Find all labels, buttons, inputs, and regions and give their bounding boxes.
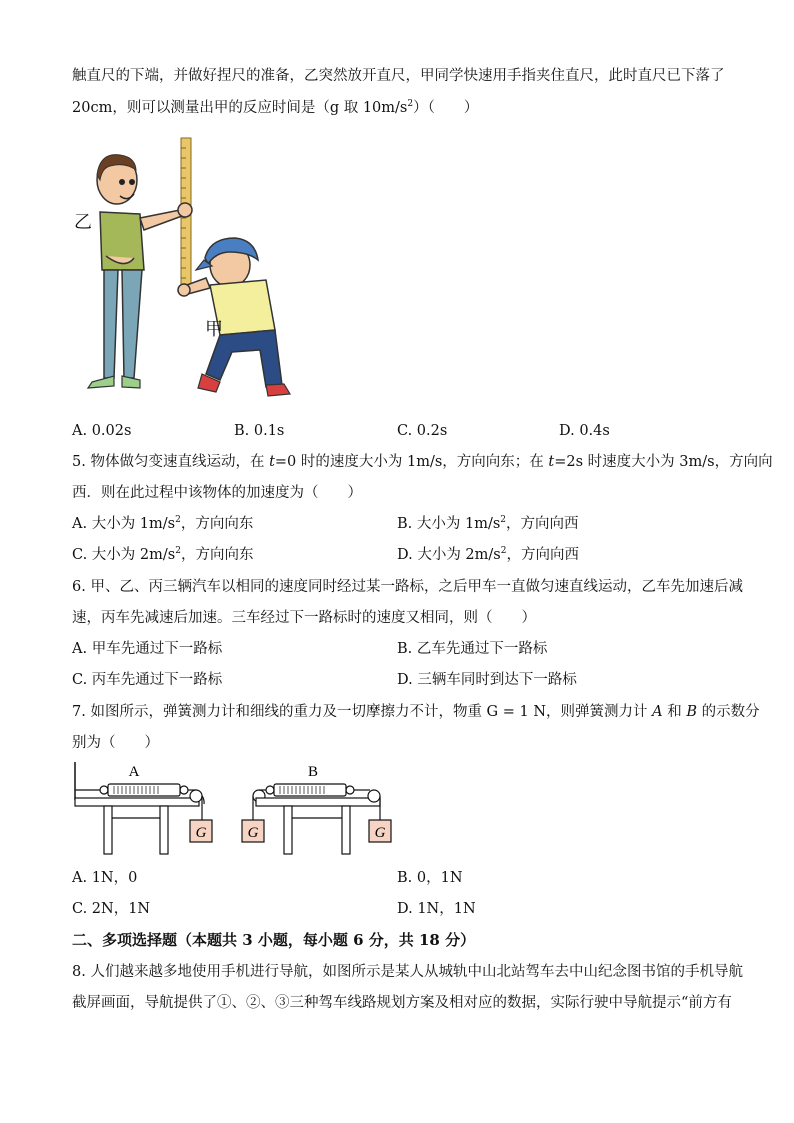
q5-option-b[interactable]: B. 大小为 $1m/s^2$，方向向西 xyxy=(397,515,579,532)
q8-line-2: 截屏画面，导航提供了①、②、③三种驾车线路规划方案及相对应的数据，实际行驶中导航提示“前方有 xyxy=(72,995,732,1011)
q8-line-1: 8. 人们越来越多地使用手机进行导航，如图所示是某人从城轨中山北站驾车去中山纪念图书馆的手机导航 xyxy=(72,964,743,980)
q5-option-d[interactable]: D. 大小为 $2m/s^2$，方向向西 xyxy=(397,546,579,563)
fig-label-yi: 乙 xyxy=(74,212,92,233)
q7-option-b[interactable]: B. 0，1N xyxy=(397,870,463,886)
q7-option-c[interactable]: C. 2N，1N xyxy=(72,901,151,917)
q6-option-c[interactable]: C. 丙车先通过下一路标 xyxy=(72,672,223,688)
person-yi xyxy=(88,155,192,388)
q7-option-a[interactable]: A. 1N，0 xyxy=(72,870,138,886)
q4-option-c[interactable]: C. 0.2s xyxy=(397,423,448,439)
q4-option-a[interactable]: A. 0.02s xyxy=(72,423,132,439)
scale-b-label: B xyxy=(307,764,319,780)
q5-line-2: 西．则在此过程中该物体的加速度为（ ） xyxy=(72,485,362,501)
person-jia xyxy=(178,238,290,396)
q4-option-d[interactable]: D. 0.4s xyxy=(559,423,610,439)
q7-line-1: 7. 如图所示，弹簧测力计和细线的重力及一切摩擦力不计，物重 G = 1 N，则弹簧测力计 A 和 B 的示数分 xyxy=(72,704,760,720)
q4-option-b[interactable]: B. 0.1s xyxy=(234,423,285,439)
scale-a-label: A xyxy=(128,764,140,780)
setup-a xyxy=(75,762,212,854)
q7-option-d[interactable]: D. 1N，1N xyxy=(397,901,476,917)
q4-line-1: 触直尺的下端，并做好捏尺的准备，乙突然放开直尺，甲同学快速用手指夹住直尺，此时直尺已下落了 xyxy=(72,68,725,84)
q6-option-b[interactable]: B. 乙车先通过下一路标 xyxy=(397,641,548,657)
weight-a-label: G xyxy=(195,825,207,841)
q5-line-1: 5. 物体做匀变速直线运动，在 t=0 时的速度大小为 1m/s，方向向东；在 t=2s 时速度大小为 3m/s，方向向 xyxy=(72,454,773,470)
fig-label-jia: 甲 xyxy=(205,319,223,340)
weight-b-right-label: G xyxy=(374,825,386,841)
q6-option-d[interactable]: D. 三辆车同时到达下一路标 xyxy=(397,672,577,688)
q4-line-2: 20cm，则可以测量出甲的反应时间是（g 取 $10m/s^2$）（ ） xyxy=(72,99,479,116)
q6-option-a[interactable]: A. 甲车先通过下一路标 xyxy=(72,641,223,657)
q6-line-2: 速，丙车先减速后加速。三车经过下一路标时的速度又相同，则（ ） xyxy=(72,610,536,626)
q5-option-c[interactable]: C. 大小为 $2m/s^2$，方向向东 xyxy=(72,546,254,563)
q6-line-1: 6. 甲、乙、丙三辆汽车以相同的速度同时经过某一路标，之后甲车一直做匀速直线运动，乙车先加速后减 xyxy=(72,579,743,595)
q7-line-2: 别为（ ） xyxy=(72,735,159,751)
weight-b-left-label: G xyxy=(247,825,259,841)
q5-option-a[interactable]: A. 大小为 $1m/s^2$，方向向东 xyxy=(72,515,254,532)
spring-scale-figure xyxy=(70,760,400,860)
setup-b xyxy=(242,764,391,854)
section-2-title: 二、多项选择题（本题共 3 小题，每小题 6 分，共 18 分） xyxy=(72,931,476,949)
reaction-time-figure xyxy=(70,130,300,405)
